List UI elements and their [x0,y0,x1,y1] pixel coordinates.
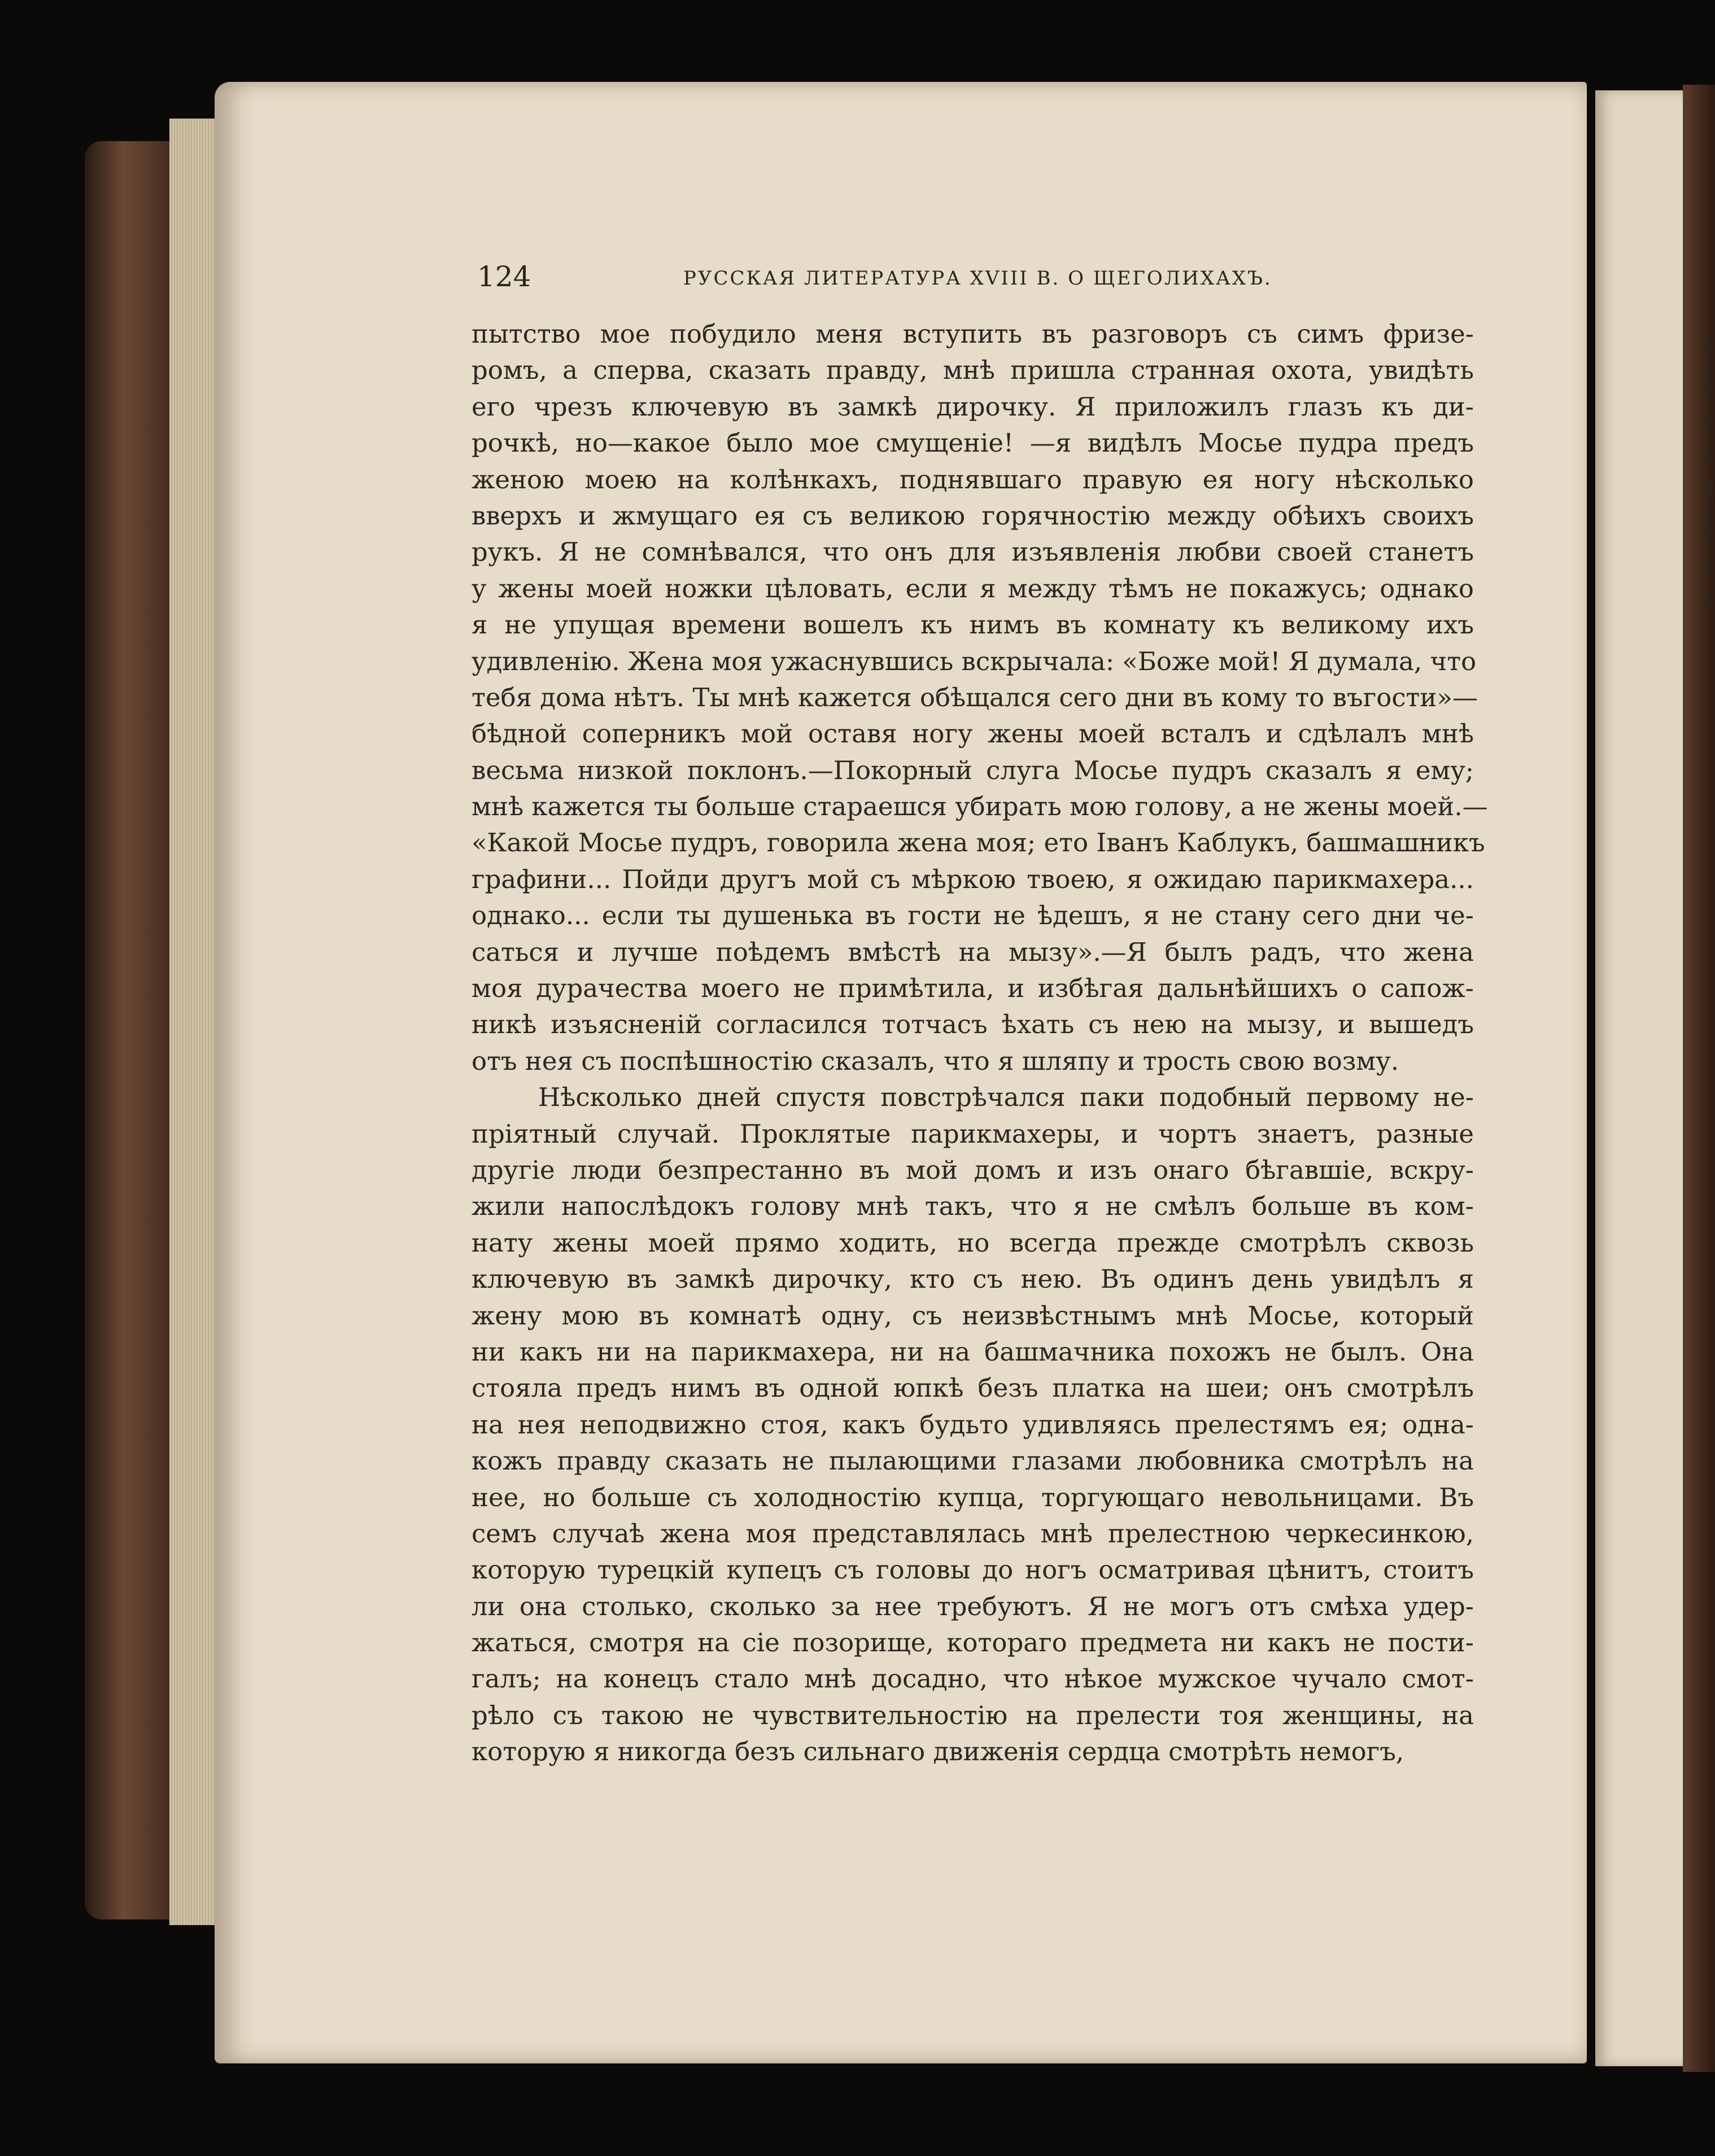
text-line: весьма низкой поклонъ.—Покорный слуга Мосье пудръ сказалъ я ему; [472,755,1474,785]
text-line: рѣло съ такою не чувствительностію на прелести тоя женщины, на [472,1700,1474,1730]
text-line: жену мою въ комнатѣ одну, съ неизвѣстнымъ мнѣ Мосье, который [472,1300,1474,1331]
text-line: галъ; на конецъ стало мнѣ досадно, что нѣкое мужское чучало смот- [472,1664,1474,1694]
facing-page-text-fragments [1705,327,1715,616]
text-line: стояла предъ нимъ въ одной юпкѣ безъ платка на шеи; онъ смотрѣлъ [472,1373,1474,1403]
text-line: рукъ. Я не сомнѣвался, что онъ для изъявленія любви своей станетъ [472,537,1474,567]
text-line: ли она столько, сколько за нее требуютъ. Я не могъ отъ смѣха удер- [472,1591,1474,1621]
text-line: однако... если ты душенька въ гости не ѣдешъ, я не стану сего дни че- [472,900,1474,931]
text-line: ни какъ ни на парикмахера, ни на башмачника похожъ не былъ. Она [472,1336,1474,1367]
text-line: я не упущая времени вошелъ къ нимъ въ комнату къ великому ихъ [472,610,1474,640]
text-line: тебя дома нѣтъ. Ты мнѣ кажется обѣщался сего дни въ кому то въгости»— [472,682,1478,712]
text-line: ключевую въ замкѣ дирочку, кто съ нею. Въ одинъ день увидѣлъ я [472,1264,1474,1295]
text-line: кожъ правду сказать не пылающими глазами любовника смотрѣлъ на [472,1446,1474,1476]
facing-page-fragment: ı [1705,549,1713,575]
text-line: нату жены моей прямо ходить, но всегда прежде смотрѣлъ сквозь [472,1227,1474,1258]
text-line: моя дурачества моего не примѣтила, и избѣгая дальнѣйшихъ о сапож- [472,973,1474,1004]
text-line: его чрезъ ключевую въ замкѣ дирочку. Я приложилъ глазъ къ ди- [472,391,1474,422]
paragraph [472,1079,1474,1770]
text-line: пытство мое побудило меня вступить въ разговоръ съ симъ фризе- [472,319,1474,349]
text-line: жаться, смотря на сіе позорище, котораго предмета ни какъ не пости- [472,1628,1474,1658]
text-line: графини... Пойди другъ мой съ мѣркою твоею, я ожидаю парикмахера... [472,864,1474,894]
text-line: жили напослѣдокъ голову мнѣ такъ, что я не смѣлъ больше въ ком- [472,1191,1474,1222]
text-line: бѣдной соперникъ мой оставя ногу жены моей всталъ и сдѣлалъ мнѣ [472,719,1474,749]
text-line: отъ нея съ поспѣшностію сказалъ, что я шляпу и трость свою возму. [472,1046,1399,1076]
facing-page-fragment: ı [1705,333,1713,358]
body-text [472,316,1488,1770]
facing-page-fragment: ı [1705,585,1713,611]
facing-page-fragment: ı [1705,405,1713,431]
text-line: рочкѣ, но—какое было мое смущеніе! —я видѣлъ Мосье пудра предъ [472,428,1474,458]
text-line: Нѣсколько дней спустя повстрѣчался паки подобный первому не- [538,1082,1474,1113]
facing-page-fragment: ( [1705,369,1714,395]
text-line: которую я никогда безъ сильнаго движенія сердца смотрѣть немогъ, [472,1737,1404,1767]
text-line: никѣ изъясненій согласился тотчасъ ѣхать съ нею на мызу, и вышедъ [472,1009,1474,1040]
text-line: которую турецкій купецъ съ головы до ногъ осматривая цѣнитъ, стоитъ [472,1555,1474,1585]
text-line: удивленію. Жена моя ужаснувшись вскрычала: «Боже мой! Я думала, что [472,646,1477,676]
text-line: «Какой Мосье пудръ, говорила жена моя; ето Іванъ Каблукъ, башмашникъ [472,828,1485,858]
text-line: пріятный случай. Проклятые парикмахеры, и чортъ знаетъ, разные [472,1118,1474,1149]
text-line: саться и лучше поѣдемъ вмѣстѣ на мызу».—Я былъ радъ, что жена [472,937,1474,967]
paragraph [472,316,1488,1079]
facing-page-fragment: ı [1705,513,1713,539]
running-head [477,257,1471,296]
text-line: женою моею на колѣнкахъ, поднявшаго правую ея ногу нѣсколько [472,464,1474,495]
text-line: другіе люди безпрестанно въ мой домъ и изъ онаго бѣгавшіе, вскру- [472,1154,1474,1185]
running-title: РУССКАЯ ЛИТЕРАТУРА XVIII В. О ЩЕГОЛИХАХЪ. [683,267,1272,290]
text-line: ромъ, а сперва, сказать правду, мнѣ пришла странная охота, увидѣть [472,355,1474,386]
facing-page-fragment: ( [1705,441,1714,467]
facing-page-fragment: I [1705,477,1714,503]
text-line: мнѣ кажется ты больше стараешся убирать мою голову, а не жены моей.— [472,791,1488,822]
text-line: на нея неподвижно стоя, какъ будьто удивляясь прелестямъ ея; одна- [472,1409,1474,1440]
text-line: нее, но больше съ холодностію купца, торгующаго невольницами. Въ [472,1482,1474,1512]
page-number: 124 [477,260,531,293]
text-line: вверхъ и жмущаго ея съ великою горячностію между обѣихъ своихъ [472,500,1474,531]
text-line: у жены моей ножки цѣловать, если я между тѣмъ не покажусь; однако [472,573,1474,603]
text-line: семъ случаѣ жена моя представлялась мнѣ прелестною черкесинкою, [472,1518,1474,1549]
